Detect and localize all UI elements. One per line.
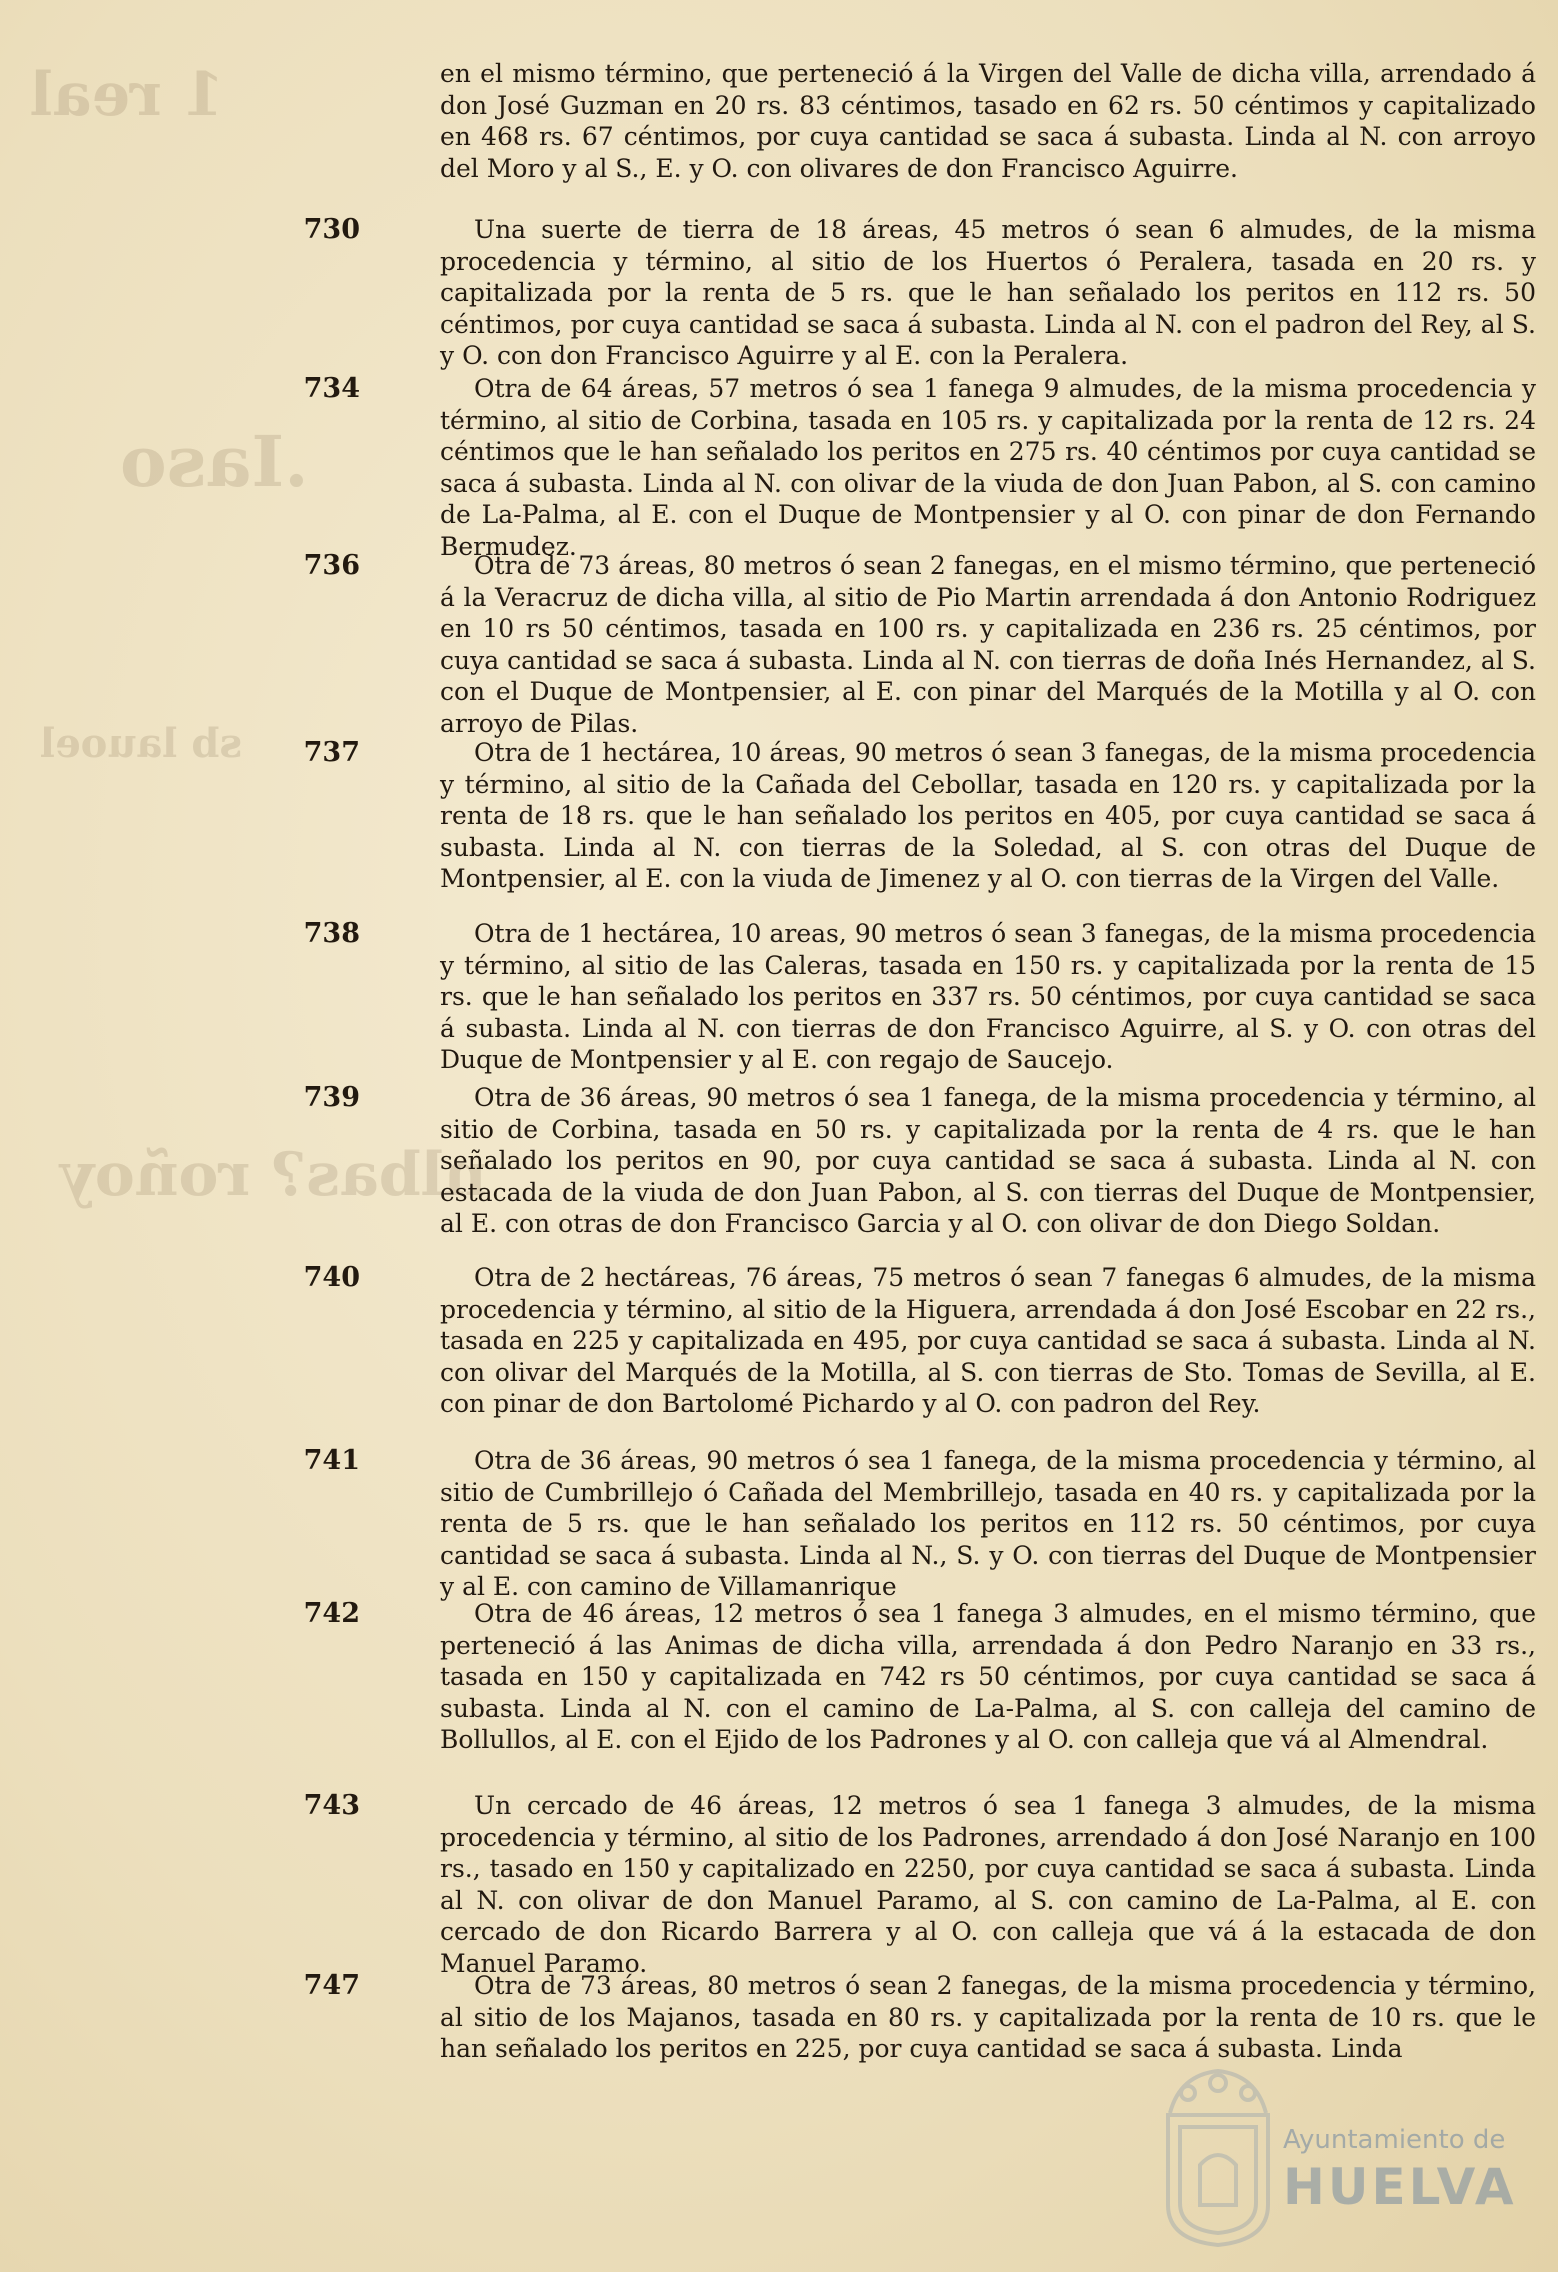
entry-number: 738 [303, 918, 360, 949]
entry-text: Otra de 46 áreas, 12 metros ó sea 1 fanega 3 almudes, en el mismo término, que perteneció á las Animas de dicha villa, arrendada á don Pedro Naranjo en 33 rs., tasada en 150 y capitalizada en 742 rs 50 céntimos, por cuya cantidad se saca á subasta. Linda al N. con el camino de La-Palma, al S. con calleja del camino de Bollullos, al E. con el Ejido de los Padrones y al O. con calleja que vá al Almendral. [440, 1599, 1536, 1754]
entry-number: 734 [303, 373, 360, 404]
entry-text: Otra de 73 áreas, 80 metros ó sean 2 fanegas, en el mismo término, que perteneció á la Veracruz de dicha villa, al sitio de Pio Martin arrendada á don Antonio Rodriguez en 10 rs 50 céntimos, tasada en 100 rs. y capitalizada en 236 rs. 25 céntimos, por cuya cantidad se saca á subasta. Linda al N. con tierras de doña Inés Hernandez, al S. con el Duque de Montpensier, al E. con pinar del Marqués de la Motilla y al O. con arroyo de Pilas. [440, 551, 1536, 738]
entry-text: Otra de 64 áreas, 57 metros ó sea 1 fanega 9 almudes, de la misma procedencia y término, al sitio de Corbina, tasada en 105 rs. y capitalizada por la renta de 12 rs. 24 céntimos que le han señalado los peritos en 275 rs. 40 céntimos por cuya cantidad se saca á subasta. Linda al N. con olivar de la viuda de don Juan Pabon, al S. con camino de La-Palma, al E. con el Duque de Montpensier y al O. con pinar de don Fernando Bermudez. [440, 374, 1536, 561]
entry-text: Otra de 36 áreas, 90 metros ó sea 1 fanega, de la misma procedencia y término, al sitio de Corbina, tasada en 50 rs. y capitalizada por la renta de 4 rs. que le han señalado los peritos en 90, por cuya cantidad se saca á subasta. Linda al N. con estacada de la viuda de don Juan Pabon, al S. con tierras del Duque de Montpensier, al E. con otras de don Francisco Garcia y al O. con olivar de don Diego Soldan. [440, 1083, 1536, 1238]
entry-text: Un cercado de 46 áreas, 12 metros ó sea 1 fanega 3 almudes, de la misma procedencia y término, al sitio de los Padrones, arrendado á don José Naranjo en 100 rs., tasado en 150 y capitalizado en 2250, por cuya cantidad se saca á subasta. Linda al N. con olivar de don Manuel Paramo, al S. con camino de La-Palma, al E. con cercado de don Ricardo Barrera y al O. con calleja que vá á la estacada de don Manuel Paramo. [440, 1791, 1536, 1978]
entry-text: Otra de 1 hectárea, 10 áreas, 90 metros ó sean 3 fanegas, de la misma procedencia y término, al sitio de la Cañada del Cebollar, tasada en 120 rs. y capitalizada por la renta de 18 rs. que le han señalado los peritos en 405, por cuya cantidad se saca á subasta. Linda al N. con tierras de la Soledad, al S. con otras del Duque de Montpensier, al E. con la viuda de Jimenez y al O. con tierras de la Virgen del Valle. [440, 738, 1536, 893]
entry-number: 730 [303, 214, 360, 245]
entry-number: 736 [303, 550, 360, 581]
entry-text: Una suerte de tierra de 18 áreas, 45 metros ó sean 6 almudes, de la misma procedencia y término, al sitio de los Huertos ó Peralera, tasada en 20 rs. y capitalizada por la renta de 5 rs. que le han señalado los peritos en 112 rs. 50 céntimos, por cuya cantidad se saca á subasta. Linda al N. con el padron del Rey, al S. y O. con don Francisco Aguirre y al E. con la Peralera. [440, 215, 1536, 370]
entry-text: Otra de 73 áreas, 80 metros ó sean 2 fanegas, de la misma procedencia y término, al sitio de los Majanos, tasada en 80 rs. y capitalizada por la renta de 10 rs. que le han señalado los peritos en 225, por cuya cantidad se saca á subasta. Linda [440, 1971, 1536, 2063]
entry-continuation: en el mismo término, que perteneció á la Virgen del Valle de dicha villa, arrendado á don José Guzman en 20 rs. 83 céntimos, tasado en 62 rs. 50 céntimos y capitalizado en 468 rs. 67 céntimos, por cuya cantidad se saca á subasta. Linda al N. con arroyo del Moro y al S., E. y O. con olivares de don Francisco Aguirre. [440, 59, 1536, 183]
entry-number: 737 [303, 737, 360, 768]
entry-text: Otra de 36 áreas, 90 metros ó sea 1 fanega, de la misma procedencia y término, al sitio de Cumbrillejo ó Cañada del Membrillejo, tasada en 40 rs. y capitalizada por la renta de 5 rs. que le han señalado los peritos en 112 rs. 50 céntimos, por cuya cantidad se saca á subasta. Linda al N., S. y O. con tierras del Duque de Montpensier y al E. con camino de Villamanrique [440, 1446, 1536, 1601]
entry-number: 747 [303, 1970, 360, 2001]
watermark-line2: HUELVA [1283, 2158, 1517, 2216]
coat-of-arms-icon [1140, 2055, 1510, 2255]
entry-number: 742 [303, 1598, 360, 1629]
entry-number: 739 [303, 1082, 360, 1113]
entry-text: Otra de 2 hectáreas, 76 áreas, 75 metros ó sean 7 fanegas 6 almudes, de la misma procedencia y término, al sitio de la Higuera, arrendada á don José Escobar en 22 rs., tasada en 225 y capitalizada en 495, por cuya cantidad se saca á subasta. Linda al N. con olivar del Marqués de la Motilla, al S. con tierras de Sto. Tomas de Sevilla, al E. con pinar de don Bartolomé Pichardo y al O. con padron del Rey. [440, 1263, 1536, 1418]
entry-number: 740 [303, 1262, 360, 1293]
entry-text: Otra de 1 hectárea, 10 areas, 90 metros ó sean 3 fanegas, de la misma procedencia y término, al sitio de las Caleras, tasada en 150 rs. y capitalizada por la renta de 15 rs. que le han señalado los peritos en 337 rs. 50 céntimos, por cuya cantidad se saca á subasta. Linda al N. con tierras de don Francisco Aguirre, al S. y O. con otras del Duque de Montpensier y al E. con regajo de Saucejo. [440, 919, 1536, 1074]
entry-number: 741 [303, 1445, 360, 1476]
watermark-line1: Ayuntamiento de [1283, 2125, 1506, 2155]
entry-number: 743 [303, 1790, 360, 1821]
